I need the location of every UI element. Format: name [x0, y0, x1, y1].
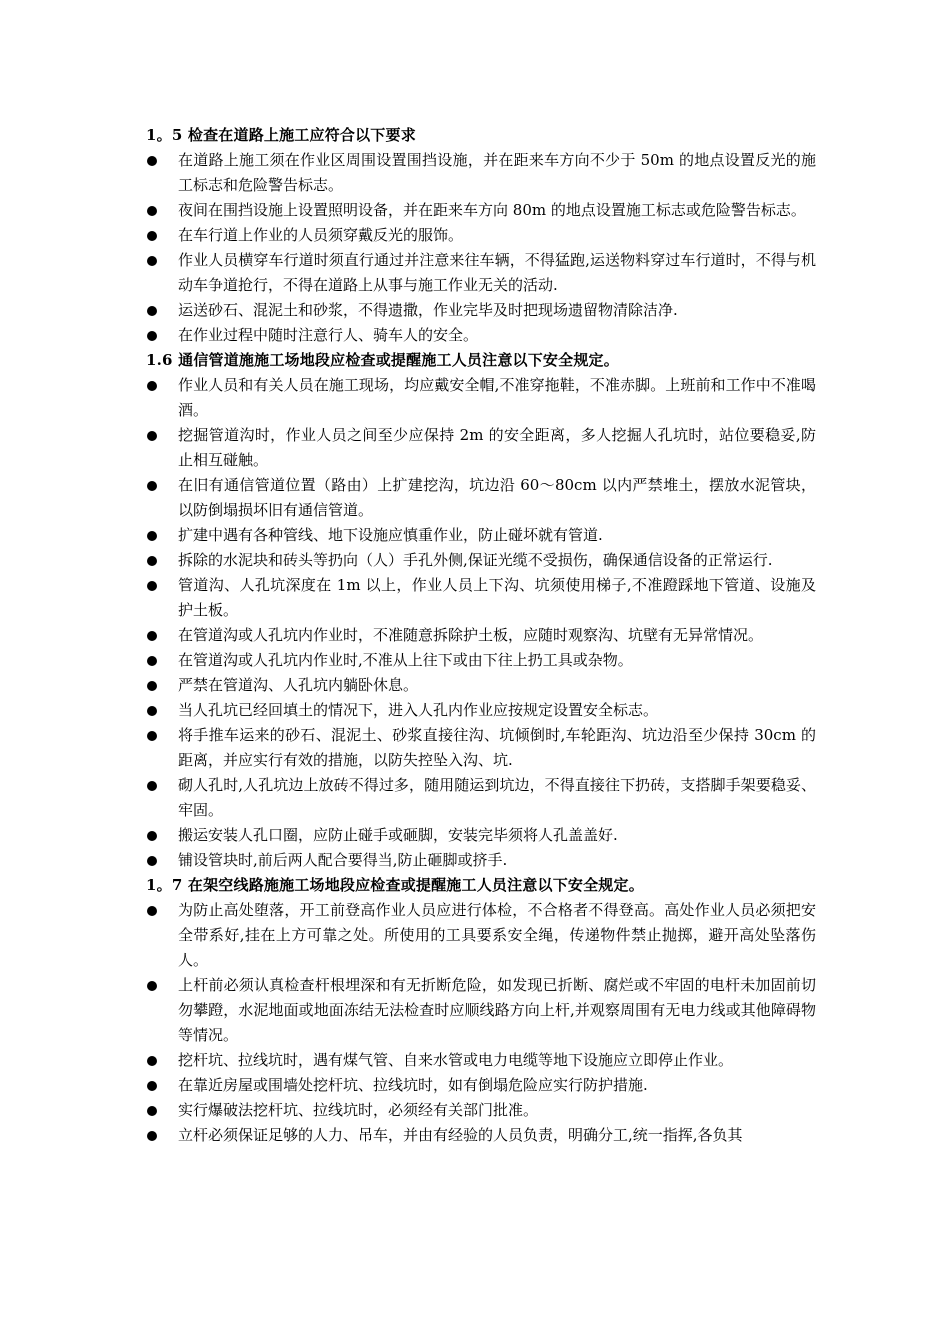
bullet-icon	[146, 548, 160, 573]
list-item: 上杆前必须认真检查杆根埋深和有无折断危险，如发现已折断、腐烂或不牢固的电杆未加固前切勿攀蹬，水泥地面或地面冻结无法检查时应顺线路方向上杆,并观察周围有无电力线或其他障碍物等情况。	[146, 973, 816, 1048]
list-item: 挖掘管道沟时，作业人员之间至少应保持 2m 的安全距离，多人挖掘人孔坑时，站位要稳妥,防止相互碰触。	[146, 423, 816, 473]
bullet-icon	[146, 698, 160, 723]
list-item: 夜间在围挡设施上设置照明设备，并在距来车方向 80m 的地点设置施工标志或危险警告标志。	[146, 198, 816, 223]
section-list-1-6	[146, 373, 816, 873]
section-heading-1-5: 1。5 检查在道路上施工应符合以下要求	[146, 126, 416, 144]
list-item: 搬运安装人孔口圈，应防止碰手或砸脚，安装完毕须将人孔盖盖好.	[146, 823, 816, 848]
bullet-icon	[146, 898, 160, 923]
list-item: 管道沟、人孔坑深度在 1m 以上，作业人员上下沟、坑须使用梯子,不准蹬踩地下管道、设施及护土板。	[146, 573, 816, 623]
section-heading-1-6: 1.6 通信管道施施工场地段应检查或提醒施工人员注意以下安全规定。	[146, 351, 619, 369]
section-list-1-7	[146, 898, 816, 1148]
list-item: 拆除的水泥块和砖头等扔向（人）手孔外侧,保证光缆不受损伤，确保通信设备的正常运行.	[146, 548, 816, 573]
list-item: 作业人员横穿车行道时须直行通过并注意来往车辆，不得猛跑,运送物料穿过车行道时，不得与机动车争道抢行，不得在道路上从事与施工作业无关的活动.	[146, 248, 816, 298]
list-item: 作业人员和有关人员在施工现场，均应戴安全帽,不准穿拖鞋，不准赤脚。上班前和工作中不准喝酒。	[146, 373, 816, 423]
bullet-icon	[146, 523, 160, 548]
bullet-icon	[146, 848, 160, 873]
list-item: 砌人孔时,人孔坑边上放砖不得过多，随用随运到坑边，不得直接往下扔砖，支搭脚手架要稳妥、牢固。	[146, 773, 816, 823]
bullet-icon	[146, 248, 160, 273]
list-item: 在管道沟或人孔坑内作业时,不准从上往下或由下往上扔工具或杂物。	[146, 648, 816, 673]
list-item: 为防止高处堕落，开工前登高作业人员应进行体检，不合格者不得登高。高处作业人员必须把安全带系好,挂在上方可靠之处。所使用的工具要系安全绳，传递物件禁止抛掷，避开高处坠落伤人。	[146, 898, 816, 973]
list-item: 在旧有通信管道位置（路由）上扩建挖沟，坑边沿 60～80cm 以内严禁堆土，摆放水泥管块，以防倒塌损坏旧有通信管道。	[146, 473, 816, 523]
list-item: 在道路上施工须在作业区周围设置围挡设施，并在距来车方向不少于 50m 的地点设置反光的施工标志和危险警告标志。	[146, 148, 816, 198]
bullet-icon	[146, 423, 160, 448]
bullet-icon	[146, 473, 160, 498]
list-item: 将手推车运来的砂石、混泥土、砂浆直接往沟、坑倾倒时,车轮距沟、坑边沿至少保持 30cm 的距离，并应实行有效的措施，以防失控坠入沟、坑.	[146, 723, 816, 773]
bullet-icon	[146, 198, 160, 223]
section-heading-1-7: 1。7 在架空线路施施工场地段应检查或提醒施工人员注意以下安全规定。	[146, 876, 644, 894]
list-item: 挖杆坑、拉线坑时，遇有煤气管、自来水管或电力电缆等地下设施应立即停止作业。	[146, 1048, 816, 1073]
list-item: 铺设管块时,前后两人配合要得当,防止砸脚或挤手.	[146, 848, 816, 873]
bullet-icon	[146, 323, 160, 348]
list-item: 实行爆破法挖杆坑、拉线坑时，必须经有关部门批准。	[146, 1098, 816, 1123]
list-item: 扩建中遇有各种管线、地下设施应慎重作业，防止碰坏就有管道.	[146, 523, 816, 548]
list-item: 当人孔坑已经回填土的情况下，进入人孔内作业应按规定设置安全标志。	[146, 698, 816, 723]
bullet-icon	[146, 723, 160, 748]
bullet-icon	[146, 298, 160, 323]
bullet-icon	[146, 673, 160, 698]
bullet-icon	[146, 1123, 160, 1148]
section-list-1-5	[146, 148, 816, 348]
list-item: 在管道沟或人孔坑内作业时，不准随意拆除护土板，应随时观察沟、坑壁有无异常情况。	[146, 623, 816, 648]
bullet-icon	[146, 1048, 160, 1073]
list-item: 在作业过程中随时注意行人、骑车人的安全。	[146, 323, 816, 348]
bullet-icon	[146, 1098, 160, 1123]
list-item: 运送砂石、混泥土和砂浆，不得遗撒，作业完毕及时把现场遗留物清除洁净.	[146, 298, 816, 323]
bullet-icon	[146, 573, 160, 598]
bullet-icon	[146, 1073, 160, 1098]
list-item: 立杆必须保证足够的人力、吊车，并由有经验的人员负责，明确分工,统一指挥,各负其	[146, 1123, 816, 1148]
bullet-icon	[146, 648, 160, 673]
bullet-icon	[146, 373, 160, 398]
bullet-icon	[146, 973, 160, 998]
bullet-icon	[146, 623, 160, 648]
list-item: 在车行道上作业的人员须穿戴反光的服饰。	[146, 223, 816, 248]
list-item: 在靠近房屋或围墙处挖杆坑、拉线坑时，如有倒塌危险应实行防护措施.	[146, 1073, 816, 1098]
bullet-icon	[146, 773, 160, 798]
bullet-icon	[146, 148, 160, 173]
bullet-icon	[146, 823, 160, 848]
document-body	[146, 123, 816, 1148]
bullet-icon	[146, 223, 160, 248]
list-item: 严禁在管道沟、人孔坑内躺卧休息。	[146, 673, 816, 698]
